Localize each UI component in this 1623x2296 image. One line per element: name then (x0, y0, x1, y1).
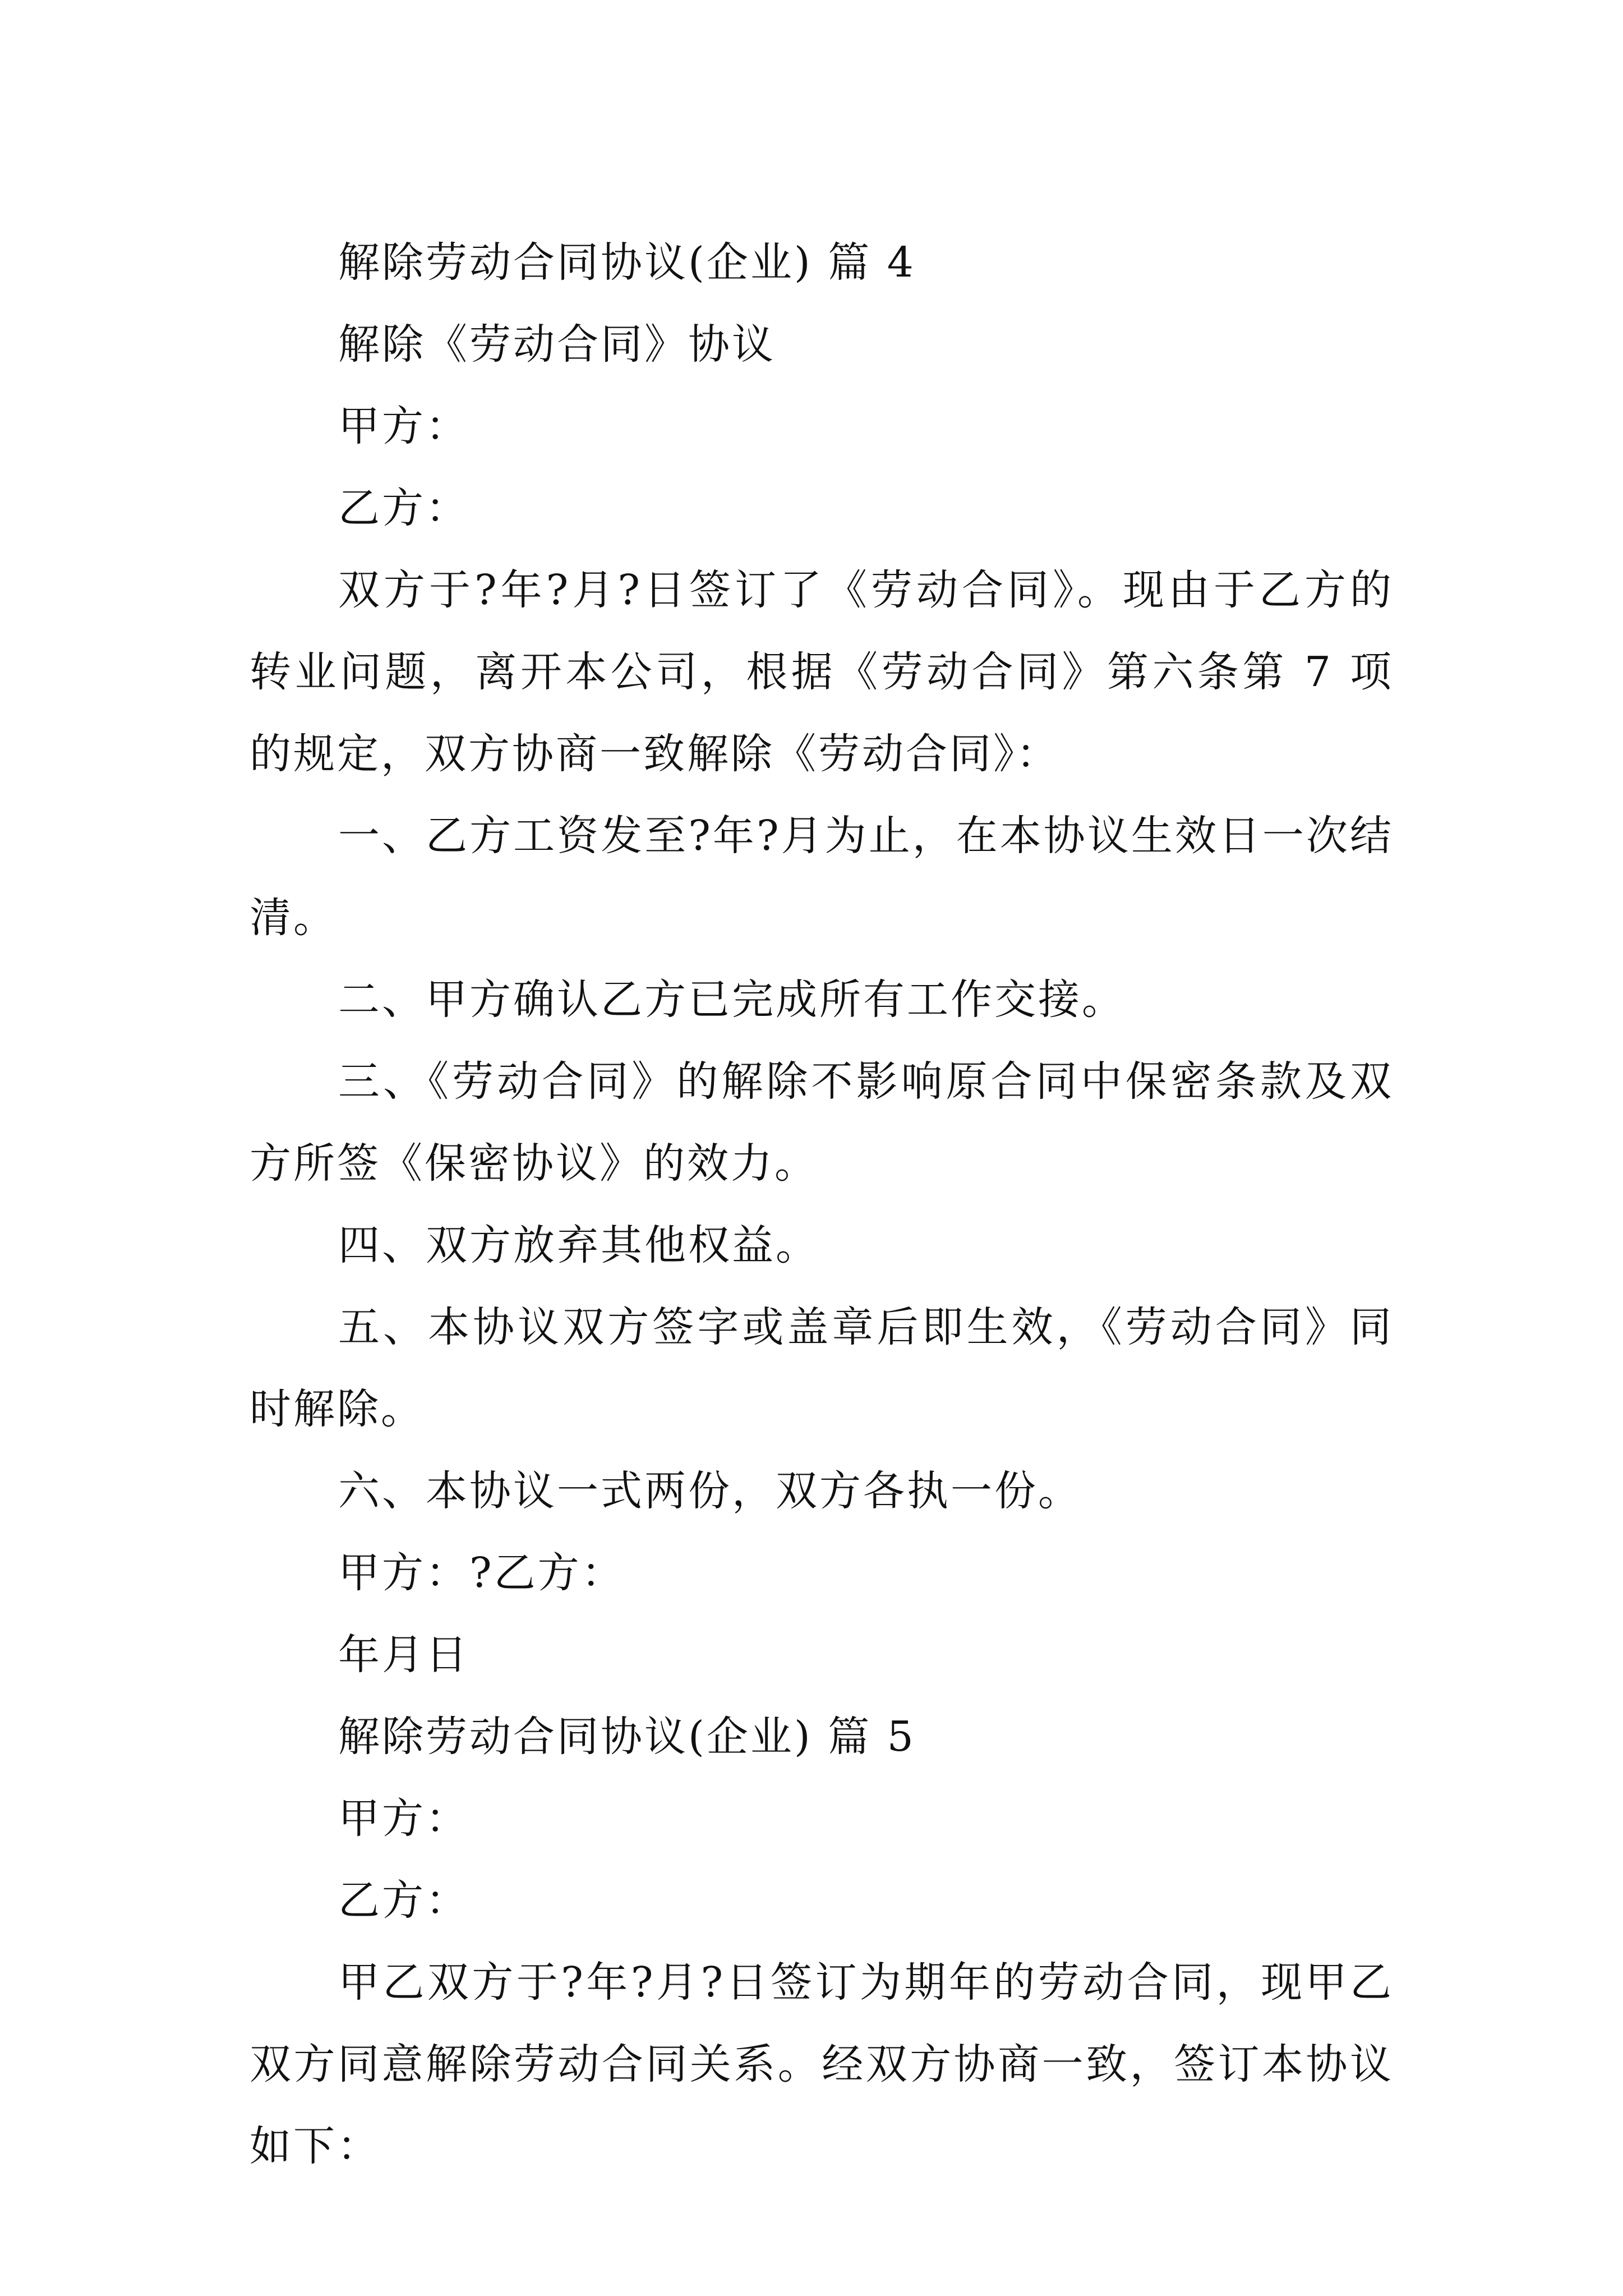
clause-3: 三、《劳动合同》的解除不影响原合同中保密条款及双方所签《保密协议》的效力。 (250, 1057, 1394, 1188)
section-heading-4: 解除劳动合同协议(企业) 篇 4 (338, 238, 916, 287)
party-b-line-2: 乙方： (338, 1876, 469, 1925)
clause-6: 六、本协议一式两份，双方各执一份。 (338, 1467, 1082, 1515)
clause-5: 五、本协议双方签字或盖章后即生效，《劳动合同》同时解除。 (250, 1303, 1394, 1433)
clause-4: 四、双方放弃其他权益。 (338, 1221, 819, 1269)
clause-2: 二、甲方确认乙方已完成所有工作交接。 (338, 976, 1126, 1024)
preamble-paragraph-2: 甲乙双方于?年?月?日签订为期年的劳动合同，现甲乙双方同意解除劳动合同关系。经双方协商一致，签订本协议如下： (250, 1958, 1394, 2170)
party-b-line: 乙方： (338, 484, 469, 532)
document-body (250, 222, 1394, 2187)
clause-1: 一、乙方工资发至?年?月为止，在本协议生效日一次结清。 (250, 812, 1394, 942)
party-a-line-2: 甲方： (338, 1795, 469, 1843)
section-heading-5: 解除劳动合同协议(企业) 篇 5 (338, 1713, 916, 1761)
date-line: 年月日 (338, 1631, 469, 1679)
agreement-title: 解除《劳动合同》协议 (338, 320, 776, 369)
preamble-paragraph: 双方于?年?月?日签订了《劳动合同》。现由于乙方的转业问题，离开本公司，根据《劳动合同》第六条第 7 项的规定，双方协商一致解除《劳动合同》： (250, 566, 1394, 778)
signature-line: 甲方：?乙方： (338, 1549, 625, 1597)
party-a-line: 甲方： (338, 402, 469, 450)
